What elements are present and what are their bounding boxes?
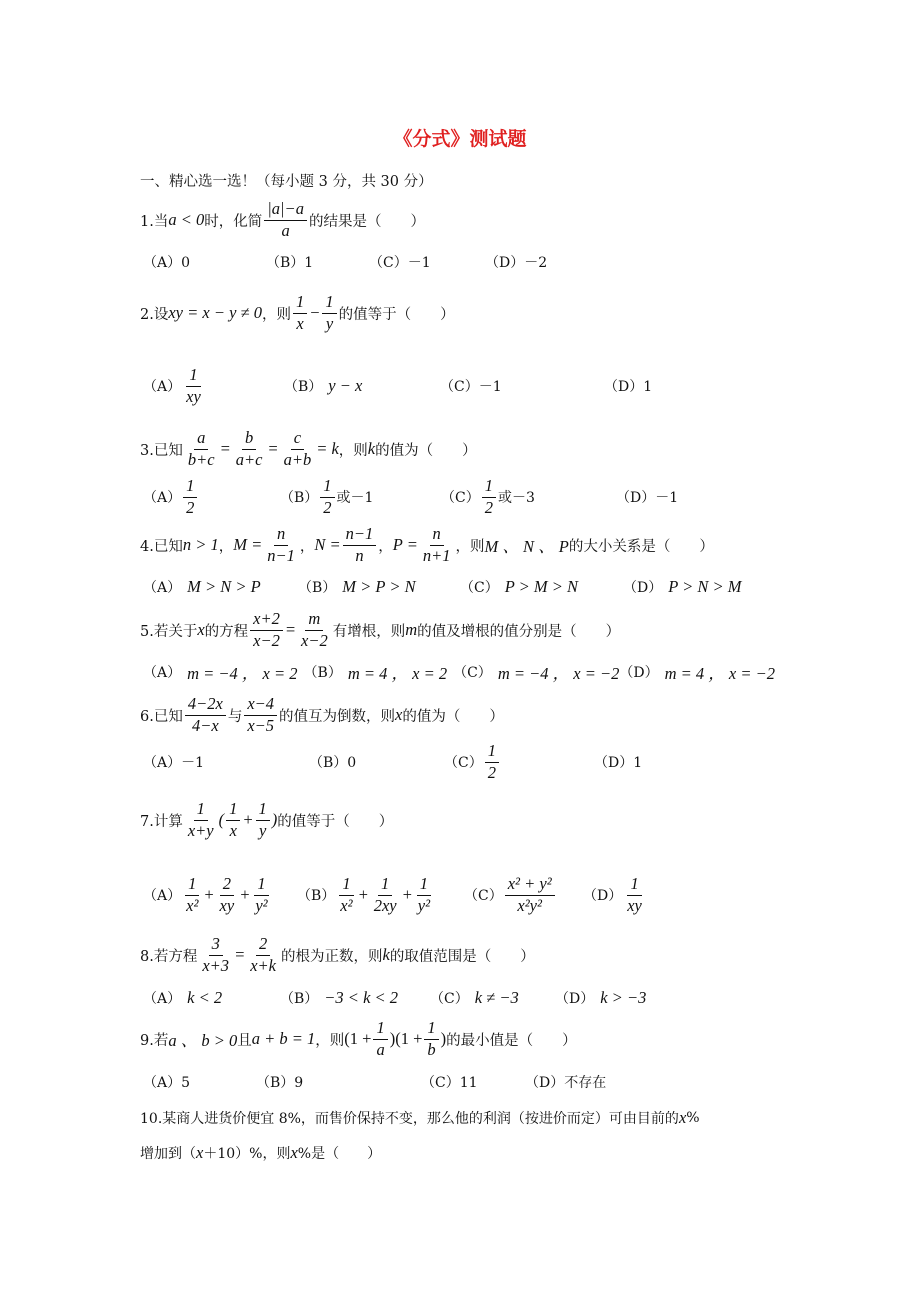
q4-option-c: （C） P > M > N bbox=[460, 577, 579, 596]
q1-option-a: （A）0 bbox=[143, 255, 191, 271]
q9-option-d: （D）不存在 bbox=[525, 1075, 607, 1091]
q8-option-c: （C） k ≠ −3 bbox=[430, 988, 519, 1007]
q6-option-c: （C） $\frac{1}{2}$ bbox=[444, 742, 501, 782]
q1-fraction: $\frac{|a|-a}{a}$ bbox=[264, 200, 307, 239]
q7-option-d: （D） $\frac{1}{xy}$ bbox=[583, 874, 642, 915]
q5-options: （A） m = −4 ， x = 2 （B） m = 4 ， x = 2 （C） m = −4 ， x = −2 （D） m = 4 ， x = −2 bbox=[143, 664, 775, 683]
q7-option-c: （C） $\frac{\text{x² + y²}}{\text{x²y²}}$ bbox=[464, 875, 557, 915]
q4-option-b: （B） M > P > N bbox=[298, 577, 416, 596]
question-5: 5.若关于 x 的方程 $\frac{x+2}{x-2}$ = $\frac{m}{x-2}$ 有增根，则 m 的值及增根的值分别是（ ） bbox=[140, 609, 621, 650]
q1-option-d: （D）－2 bbox=[485, 255, 548, 271]
q1-option-b: （B）1 bbox=[266, 255, 314, 271]
q9-option-b: （B）9 bbox=[256, 1075, 304, 1091]
q8-option-a: （A） k < 2 bbox=[143, 988, 223, 1007]
q6-option-a: （A）－1 bbox=[143, 755, 205, 771]
q9-option-c: （C）11 bbox=[421, 1075, 478, 1091]
question-6: 6.已知 $\frac{4-2x}{4-x}$ 与 $\frac{x-4}{x-5}$ 的值互为倒数，则 x 的值为（ ） bbox=[140, 694, 504, 735]
q3-option-c: （C） $\frac{1}{2}$ 或－3 bbox=[441, 476, 535, 517]
q7-option-b: （B） $\frac{1}{\text{x²}}$ + $\frac{1}{2xy}$ + $\frac{1}{\text{y²}}$ bbox=[297, 874, 431, 915]
question-4: 4.已知 n > 1 ， M = $\frac{n}{n-1}$ ， N = $\frac{n-1}{n}$ ， P = $\frac{n}{n+1}$ ，则 M 、 N 、 P 的大小关系是（ ） bbox=[140, 524, 714, 565]
question-10-line-2: 增加到（ x ＋10）%，则 x %是（ ） bbox=[140, 1143, 382, 1162]
page-title: 《分式》测试题 bbox=[393, 128, 527, 150]
q7-option-a: （A） $\frac{1}{\text{x²}}$ + $\frac{2}{xy}$ + $\frac{1}{\text{y²}}$ bbox=[143, 874, 268, 915]
question-1: 1.当 a < 0 时，化简 $\frac{|a|-a}{a}$ 的结果是（ ） bbox=[140, 199, 425, 240]
q4-option-a: （A） M > N > P bbox=[143, 577, 261, 596]
q1-condition: a < 0 bbox=[168, 210, 205, 229]
question-8: 8.若方程 $\frac{3}{x+3}$ = $\frac{2}{x+k}$ 的根为正数，则 k 的取值范围是（ ） bbox=[140, 934, 535, 975]
q4-option-d: （D） P > N > M bbox=[623, 577, 742, 596]
q2-option-a: （A） $\frac{1}{xy}$ bbox=[143, 365, 201, 406]
question-10-line-1: 10.某商人进货价便宜 8%，而售价保持不变，那么他的利润（按进价而定）可由目前的 x % bbox=[140, 1108, 700, 1127]
q2-option-d: （D）1 bbox=[604, 379, 653, 395]
question-7: 7.计算 $\frac{1}{x+y}$ ( $\frac{1}{x}$ + $\frac{1}{y}$ ) 的值等于（ ） bbox=[140, 799, 394, 840]
q6-option-b: （B）0 bbox=[309, 755, 357, 771]
q2-option-c: （C）－1 bbox=[440, 379, 502, 395]
question-3: 3.已知 $\frac{a}{b+c}$ = $\frac{b}{a+c}$ = $\frac{c}{a+b}$ = k ，则 k 的值为（ ） bbox=[140, 428, 477, 469]
section-heading: 一、精心选一选！（每小题 3 分，共 30 分） bbox=[140, 173, 433, 190]
q8-option-d: （D） k > −3 bbox=[555, 988, 647, 1007]
q1-option-c: （C）－1 bbox=[369, 255, 431, 271]
q2-option-b: （B） y − x bbox=[284, 376, 363, 395]
q3-option-a: （A） $\frac{1}{2}$ bbox=[143, 477, 199, 517]
q3-option-b: （B） $\frac{1}{2}$ 或－1 bbox=[280, 476, 374, 517]
q9-option-a: （A）5 bbox=[143, 1075, 191, 1091]
question-2: 2.设 xy = x − y ≠ 0 ，则 $\frac{1}{x}$ − $\frac{1}{y}$ 的值等于（ ） bbox=[140, 292, 455, 333]
question-9: 9.若 a 、 b > 0 且 a + b = 1 ，则 (1 + $\frac{1}{a}$ )(1 + $\frac{1}{b}$ ) 的最小值是（ ） bbox=[140, 1018, 577, 1059]
q8-option-b: （B） −3 < k < 2 bbox=[280, 988, 399, 1007]
q3-option-d: （D）－1 bbox=[616, 490, 679, 506]
q6-option-d: （D）1 bbox=[594, 755, 643, 771]
